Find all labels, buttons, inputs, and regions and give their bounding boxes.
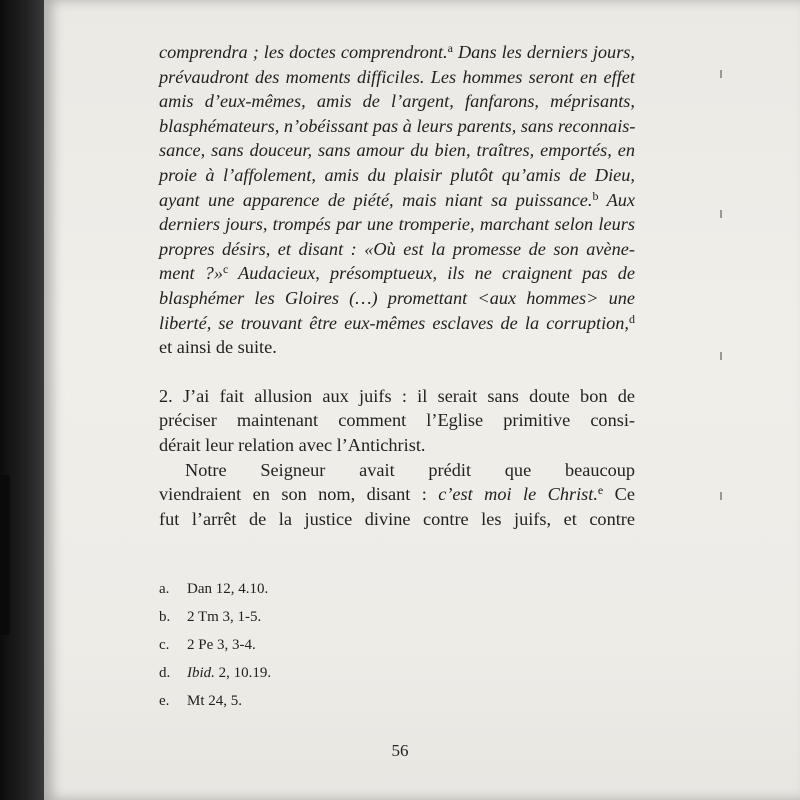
text-line: ment ?»$^c$ Audacieux, présomptueux, ils ne craignent pas de (159, 262, 636, 284)
text-line: fut l’arrêt de la justice divine contre les juifs, et contre (159, 508, 635, 529)
text-line: comprendra ; les doctes comprendront.$^a$ Dans les derniers jours, (159, 41, 635, 62)
footnote-a: a. Dan 12, 4.10. (159, 580, 269, 597)
footnote-ref-d[interactable]: d (629, 311, 635, 326)
text-line: Notre Seigneur avait prédit que beaucoup (185, 459, 635, 480)
scanner-edge-notch (0, 475, 10, 635)
footnote-ref-e[interactable]: e (597, 483, 604, 498)
text-line: blasphémer les Gloires (…) promettant <aux hommes> une (159, 287, 635, 308)
margin-mark (720, 492, 722, 500)
scanner-dark-edge (0, 0, 44, 800)
footnote-ref-b[interactable]: b (592, 188, 599, 203)
text-line: viendraient en son nom, disant : c’est moi le Christ.$^e$ Ce (159, 483, 635, 505)
text-line: sance, sans douceur, sans amour du bien, traîtres, emportés, en (159, 140, 635, 161)
footnote-c: c. 2 Pe 3, 3-4. (159, 636, 256, 653)
margin-mark (720, 70, 722, 78)
text-line: proie à l’affolement, amis du plaisir plutôt qu’amis de Dieu, (159, 164, 635, 185)
text-line: 2. J’ai fait allusion aux juifs : il serait sans doute bon de (159, 385, 635, 406)
text-line: liberté, se trouvant être eux-mêmes esclaves de la corruption,$^d$ (159, 311, 635, 333)
footnote-ref-a[interactable]: a (447, 41, 453, 55)
text-line: prévaudront des moments difficiles. Les hommes seront en effet (159, 66, 635, 87)
text-line: préciser maintenant comment l’Eglise primitive consi- (159, 410, 635, 431)
text-line: propres désirs, et disant : «Où est la promesse de son avène- (159, 238, 635, 259)
page-number: 56 (391, 741, 409, 760)
footnote-d: d. Ibid. 2, 10.19. (159, 664, 272, 681)
paragraph-quote (159, 40, 635, 360)
text-line: et ainsi de suite. (159, 337, 277, 358)
body-text (159, 40, 635, 531)
footnote-ref-c[interactable]: c (222, 262, 229, 277)
footnotes (159, 575, 559, 715)
footnote-b: b. 2 Tm 3, 1-5. (159, 608, 262, 625)
text-line: derniers jours, trompés par une tromperie, marchant selon leurs (159, 214, 635, 235)
paragraph-section-2 (159, 384, 635, 458)
paragraph-section-3 (159, 458, 635, 532)
footnote-e: e. Mt 24, 5. (159, 692, 243, 709)
text-line: amis d’eux-mêmes, amis de l’argent, fanfarons, méprisants, (159, 91, 635, 112)
margin-mark (720, 352, 722, 360)
text-line: ayant une apparence de piété, mais niant sa puissance.$^b$ Aux (159, 188, 635, 210)
margin-mark (720, 210, 722, 218)
text-line: dérait leur relation avec l’Antichrist. (159, 434, 426, 455)
text-line: blasphémateurs, n’obéissant pas à leurs parents, sans reconnais- (159, 115, 636, 136)
